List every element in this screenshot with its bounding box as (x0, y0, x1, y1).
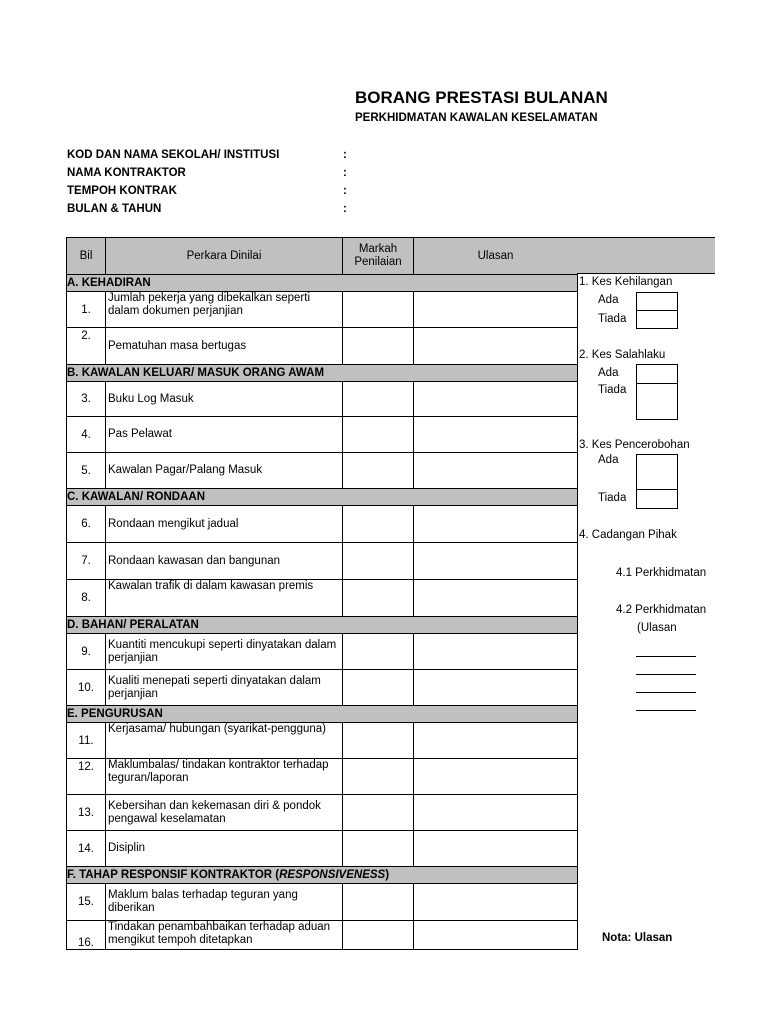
item-text: Kebersihan dan kekemasan diri & pondok pengawal keselamatan (106, 795, 343, 831)
item-number: 2. (67, 328, 106, 365)
item-number: 8. (67, 580, 106, 617)
table-row (67, 831, 578, 867)
item-text: Rondaan kawasan dan bangunan (106, 543, 343, 580)
item-number: 7. (67, 543, 106, 580)
ulasan-cell[interactable] (414, 884, 578, 921)
markah-cell[interactable] (343, 831, 414, 867)
item-number: 1. (67, 292, 106, 328)
q42-text: 4.2 Perkhidmatan (616, 604, 707, 616)
section-title-f (67, 867, 578, 884)
markah-cell[interactable] (343, 417, 414, 453)
q2-tiada-label: Tiada (598, 384, 627, 396)
item-number: 16. (67, 921, 106, 950)
item-number: 9. (67, 634, 106, 670)
evaluation-table (66, 237, 578, 950)
markah-cell[interactable] (343, 328, 414, 365)
ulasan-cell[interactable] (414, 328, 578, 365)
table-row (67, 580, 578, 617)
ulasan-cell[interactable] (414, 921, 578, 950)
ulasan-cell[interactable] (414, 723, 578, 759)
item-number: 12. (67, 759, 106, 795)
q1-tiada-label: Tiada (598, 313, 627, 325)
section-row-f (67, 867, 578, 884)
q3-tiada-checkbox[interactable] (636, 489, 678, 509)
ulasan-cell[interactable] (414, 759, 578, 795)
section-row-c (67, 489, 578, 506)
table-row (67, 382, 578, 417)
right-panel (577, 274, 707, 974)
contractor-label: NAMA KONTRAKTOR (67, 167, 186, 179)
item-number: 10. (67, 670, 106, 706)
ulasan-cell[interactable] (414, 453, 578, 489)
ulasan-cell[interactable] (414, 417, 578, 453)
item-text: Kualiti menepati seperti dinyatakan dalam perjanjian (106, 670, 343, 706)
section-row-d (67, 617, 578, 634)
q1-text: 1. Kes Kehilangan (579, 276, 673, 288)
item-number: 11. (67, 723, 106, 759)
section-title-f-prefix: F. TAHAP RESPONSIF KONTRAKTOR ( (67, 869, 280, 881)
q2-tiada-checkbox[interactable] (636, 383, 678, 420)
table-row (67, 759, 578, 795)
item-text: Buku Log Masuk (106, 382, 343, 417)
ulasan-cell[interactable] (414, 580, 578, 617)
markah-cell[interactable] (343, 759, 414, 795)
item-text: Disiplin (106, 831, 343, 867)
q41-text: 4.1 Perkhidmatan (616, 567, 707, 579)
item-text-inner: Tindakan penambahbaikan terhadap aduan mengikut tempoh ditetapkan (108, 921, 331, 946)
item-text: Jumlah pekerja yang dibekalkan seperti dalam dokumen perjanjian (106, 292, 343, 328)
table-row (67, 795, 578, 831)
page-title: BORANG PRESTASI BULANAN (355, 88, 608, 107)
item-text: Pematuhan masa bertugas (106, 328, 343, 365)
q42-ulasan-text: (Ulasan (637, 622, 677, 634)
comment-line-4[interactable] (636, 710, 696, 711)
markah-cell[interactable] (343, 921, 414, 950)
item-text: Maklum balas terhadap teguran yang diberikan (106, 884, 343, 921)
column-header-markah: Markah Penilaian (343, 238, 414, 275)
school-colon: : (343, 149, 347, 161)
section-title-b: B. KAWALAN KELUAR/ MASUK ORANG AWAM (67, 365, 578, 382)
section-title-e: E. PENGURUSAN (67, 706, 578, 723)
table-row (67, 328, 578, 365)
item-text: Kawalan Pagar/Palang Masuk (106, 453, 343, 489)
table-row (67, 884, 578, 921)
item-text: Rondaan mengikut jadual (106, 506, 343, 543)
ulasan-cell[interactable] (414, 795, 578, 831)
item-number: 3. (67, 382, 106, 417)
ulasan-cell[interactable] (414, 670, 578, 706)
comment-line-1[interactable] (636, 656, 696, 657)
markah-cell[interactable] (343, 634, 414, 670)
item-number: 4. (67, 417, 106, 453)
month-year-label: BULAN & TAHUN (67, 203, 162, 215)
section-row-b (67, 365, 578, 382)
right-panel-header (577, 237, 715, 274)
markah-cell[interactable] (343, 795, 414, 831)
q1-tiada-checkbox[interactable] (636, 310, 678, 329)
markah-cell[interactable] (343, 453, 414, 489)
item-text (106, 921, 343, 950)
contract-period-colon: : (343, 185, 347, 197)
comment-line-2[interactable] (636, 674, 696, 675)
section-title-c: C. KAWALAN/ RONDAAN (67, 489, 578, 506)
item-text: Kawalan trafik di dalam kawasan premis (106, 580, 343, 617)
markah-cell[interactable] (343, 506, 414, 543)
q3-text: 3. Kes Pencerobohan (579, 439, 690, 451)
q4-text: 4. Cadangan Pihak (579, 529, 677, 541)
table-row (67, 417, 578, 453)
markah-cell[interactable] (343, 884, 414, 921)
contractor-colon: : (343, 167, 347, 179)
table-row (67, 670, 578, 706)
section-row-e (67, 706, 578, 723)
comment-line-3[interactable] (636, 692, 696, 693)
table-row (67, 543, 578, 580)
markah-cell[interactable] (343, 382, 414, 417)
table-row (67, 723, 578, 759)
section-title-f-suffix: ) (385, 869, 390, 881)
markah-cell[interactable] (343, 580, 414, 617)
item-text: Kerjasama/ hubungan (syarikat-pengguna) (106, 723, 343, 759)
table-row (67, 921, 578, 950)
ulasan-cell[interactable] (414, 292, 578, 328)
item-text: Pas Pelawat (106, 417, 343, 453)
table-row (67, 453, 578, 489)
item-number: 14. (67, 831, 106, 867)
item-number: 13. (67, 795, 106, 831)
ulasan-cell[interactable] (414, 831, 578, 867)
markah-cell[interactable] (343, 670, 414, 706)
q1-ada-checkbox[interactable] (636, 292, 678, 311)
q3-ada-label: Ada (598, 454, 619, 466)
contract-period-label: TEMPOH KONTRAK (67, 185, 177, 197)
school-label: KOD DAN NAMA SEKOLAH/ INSTITUSI (67, 149, 280, 161)
section-title-f-italic: RESPONSIVENESS (279, 869, 386, 881)
ulasan-cell[interactable] (414, 382, 578, 417)
section-title-d: D. BAHAN/ PERALATAN (67, 617, 578, 634)
table-row (67, 506, 578, 543)
markah-cell[interactable] (343, 543, 414, 580)
q3-tiada-label: Tiada (598, 492, 627, 504)
column-header-bil: Bil (67, 238, 106, 275)
nota-text: Nota: Ulasan (602, 932, 673, 944)
month-year-colon: : (343, 203, 347, 215)
page-subtitle: PERKHIDMATAN KAWALAN KESELAMATAN (355, 112, 598, 124)
table-row (67, 634, 578, 670)
ulasan-cell[interactable] (414, 634, 578, 670)
section-row-a (67, 275, 578, 292)
item-number: 6. (67, 506, 106, 543)
item-number: 5. (67, 453, 106, 489)
item-text: Kuantiti mencukupi seperti dinyatakan dalam perjanjian (106, 634, 343, 670)
markah-cell[interactable] (343, 292, 414, 328)
q2-text: 2. Kes Salahlaku (579, 349, 666, 361)
q1-ada-label: Ada (598, 294, 619, 306)
ulasan-cell[interactable] (414, 543, 578, 580)
ulasan-cell[interactable] (414, 506, 578, 543)
q3-ada-checkbox[interactable] (636, 454, 678, 490)
item-text: Maklumbalas/ tindakan kontraktor terhadap teguran/laporan (106, 759, 343, 795)
q2-ada-checkbox[interactable] (636, 364, 678, 384)
section-title-a: A. KEHADIRAN (67, 275, 578, 292)
column-header-perkara: Perkara Dinilai (106, 238, 343, 275)
markah-cell[interactable] (343, 723, 414, 759)
column-header-ulasan: Ulasan (414, 238, 578, 275)
item-number: 15. (67, 884, 106, 921)
q2-ada-label: Ada (598, 367, 619, 379)
table-row (67, 292, 578, 328)
